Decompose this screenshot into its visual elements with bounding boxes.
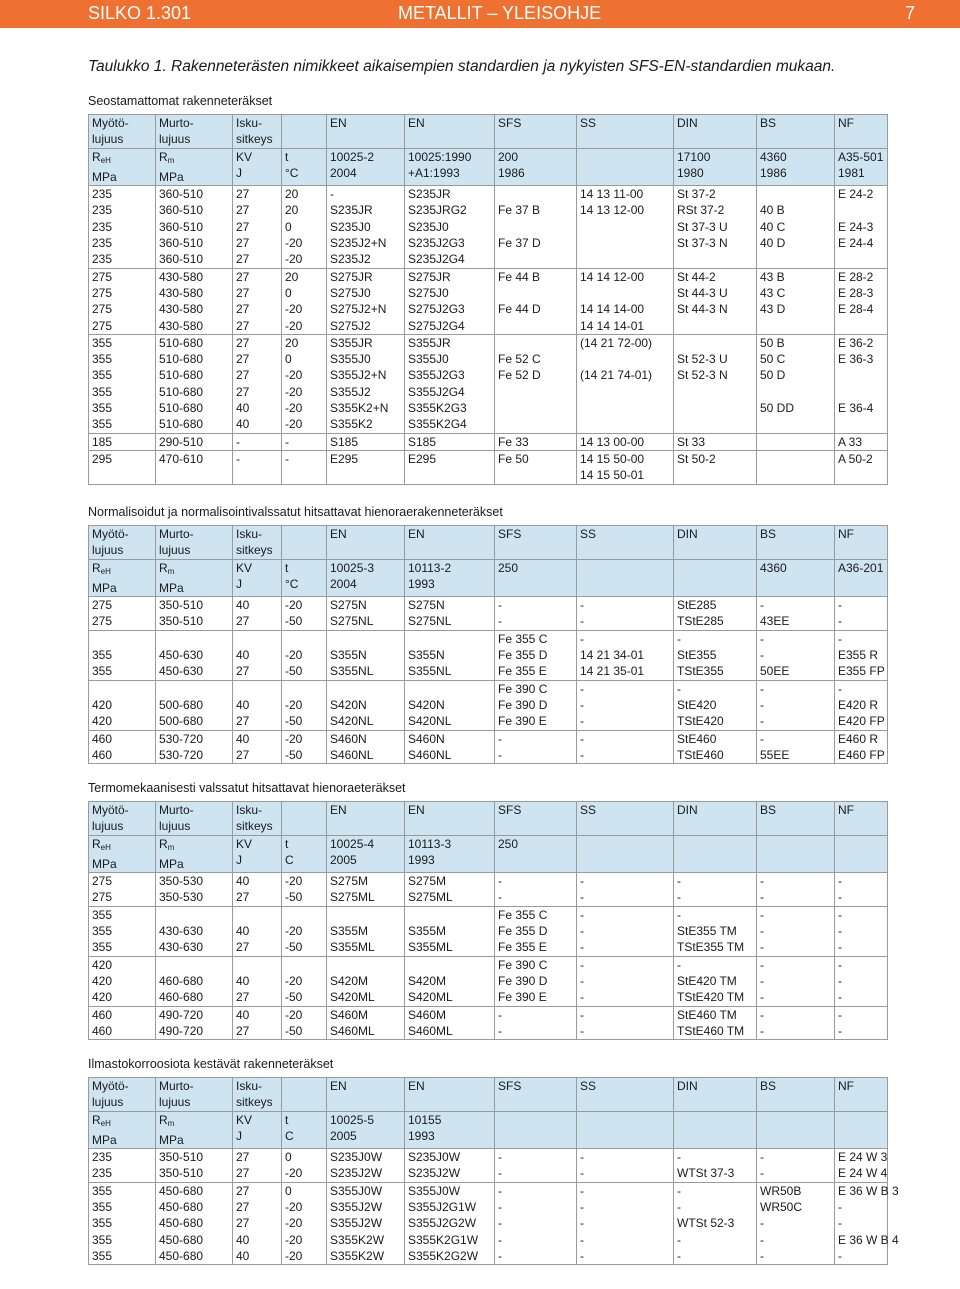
cell-tensile-strength: 530-720 530-720 <box>156 730 233 764</box>
table-row <box>89 186 888 268</box>
header-cell-yield-strength: Myötö- lujuus <box>89 115 156 149</box>
cell-ss-grade: (14 21 72-00) (14 21 74-01) <box>577 334 674 433</box>
table-header-row <box>89 802 888 836</box>
cell-en-grade: S355J0W S355J2W S355J2W S355K2W S355K2W <box>327 1182 405 1264</box>
header-cell-impact-energy: KV J <box>233 835 282 873</box>
header-cell-ss-grade: SS <box>577 1078 674 1112</box>
cell-impact-energy: 40 27 <box>233 956 282 1006</box>
header-cell-din-grade: DIN <box>674 1078 757 1112</box>
cell-tensile-strength: 430-580 430-580 430-580 430-580 <box>156 268 233 334</box>
cell-tensile-strength: 360-510 360-510 360-510 360-510 360-510 <box>156 186 233 268</box>
cell-din-grade: - StE355 TM TStE355 TM <box>674 906 757 956</box>
table-row <box>89 597 888 631</box>
cell-ss-grade: - - <box>577 1006 674 1040</box>
cell-en-old-grade: S460N S460NL <box>405 730 495 764</box>
cell-ss-grade: - - <box>577 873 674 907</box>
cell-sfs-grade: Fe 33 <box>495 433 577 450</box>
table-row <box>89 906 888 956</box>
cell-yield-strength: 235 235 235 235 235 <box>89 186 156 268</box>
cell-impact-energy: 27 27 27 40 40 <box>233 1182 282 1264</box>
page-number: 7 <box>905 3 916 23</box>
cell-nf-grade: - - <box>835 873 888 907</box>
header-cell-sfs-grade <box>495 1111 577 1149</box>
cell-nf-grade: - - - <box>835 956 888 1006</box>
header-cell-bs-grade <box>757 1111 835 1149</box>
cell-bs-grade: - - 50EE <box>757 630 835 680</box>
header-cell-ss-grade <box>577 1111 674 1149</box>
steel-grade-table <box>88 1077 899 1265</box>
header-cell-bs-grade: BS <box>757 802 835 836</box>
table-row <box>89 630 888 680</box>
header-cell-nf-grade: NF <box>835 802 888 836</box>
cell-nf-grade: A 33 <box>835 433 888 450</box>
cell-test-temp: -20 -50 <box>282 730 327 764</box>
header-cell-test-temp: t C <box>282 835 327 873</box>
header-cell-impact-energy: Isku- sitkeys <box>233 115 282 149</box>
cell-tensile-strength: 350-510 350-510 <box>156 1149 233 1183</box>
header-cell-sfs-grade: SFS <box>495 115 577 149</box>
cell-impact-energy: 40 27 <box>233 630 282 680</box>
header-cell-yield-strength: $R_{eH}$ MPa <box>89 148 156 186</box>
cell-yield-strength: 235 235 <box>89 1149 156 1183</box>
header-cell-tensile-strength: $R_m$ MPa <box>156 835 233 873</box>
header-cell-sfs-grade: SFS <box>495 802 577 836</box>
header-cell-en-grade: EN <box>327 802 405 836</box>
header-cell-tensile-strength: Murto- lujuus <box>156 526 233 560</box>
cell-test-temp: - <box>282 450 327 484</box>
header-cell-en-grade: 10025-3 2004 <box>327 559 405 597</box>
header-cell-test-temp <box>282 526 327 560</box>
cell-tensile-strength: 450-680 450-680 450-680 450-680 450-680 <box>156 1182 233 1264</box>
table-row <box>89 680 888 730</box>
header-cell-en-old-grade: EN <box>405 1078 495 1112</box>
cell-test-temp: -20 -50 <box>282 956 327 1006</box>
cell-sfs-grade: Fe 355 C Fe 355 D Fe 355 E <box>495 906 577 956</box>
cell-en-old-grade: S275N S275NL <box>405 597 495 631</box>
cell-din-grade: - - <box>674 873 757 907</box>
header-cell-en-old-grade: 10155 1993 <box>405 1111 495 1149</box>
cell-en-grade: - S235JR S235J0 S235J2+N S235J2 <box>327 186 405 268</box>
header-cell-nf-grade <box>835 835 888 873</box>
header-cell-en-grade: EN <box>327 115 405 149</box>
header-cell-bs-grade: BS <box>757 1078 835 1112</box>
cell-test-temp: -20 -50 <box>282 630 327 680</box>
header-cell-test-temp <box>282 115 327 149</box>
page-header-bar <box>0 0 960 28</box>
table-header-row <box>89 526 888 560</box>
cell-bs-grade: - - <box>757 1006 835 1040</box>
cell-en-grade: S460M S460ML <box>327 1006 405 1040</box>
cell-yield-strength: 275 275 <box>89 597 156 631</box>
cell-impact-energy: 40 27 <box>233 680 282 730</box>
cell-din-grade: - - WTSt 52-3 - - <box>674 1182 757 1264</box>
cell-sfs-grade: Fe 390 C Fe 390 D Fe 390 E <box>495 956 577 1006</box>
section-unalloyed-structural-steels <box>88 93 887 485</box>
cell-en-grade: S275M S275ML <box>327 873 405 907</box>
cell-impact-energy: 40 27 <box>233 730 282 764</box>
header-cell-en-grade: EN <box>327 526 405 560</box>
header-cell-yield-strength: $R_{eH}$ MPa <box>89 1111 156 1149</box>
cell-tensile-strength: 430-630 430-630 <box>156 906 233 956</box>
cell-sfs-grade: - - <box>495 1006 577 1040</box>
cell-ss-grade: - - - <box>577 956 674 1006</box>
table-row <box>89 1182 888 1264</box>
table-header-row <box>89 1111 888 1149</box>
header-cell-en-grade: EN <box>327 1078 405 1112</box>
section-title: Termomekaanisesti valssatut hitsattavat hienoraeteräkset <box>88 781 406 795</box>
table-row <box>89 268 888 334</box>
steel-grade-table <box>88 525 888 764</box>
cell-impact-energy: 27 27 <box>233 1149 282 1183</box>
cell-ss-grade: - - <box>577 730 674 764</box>
header-cell-en-grade: 10025-5 2005 <box>327 1111 405 1149</box>
cell-en-old-grade: S235JR S235JRG2 S235J0 S235J2G3 S235J2G4 <box>405 186 495 268</box>
table-row <box>89 956 888 1006</box>
cell-din-grade: StE460 TM TStE460 TM <box>674 1006 757 1040</box>
cell-yield-strength: 355 355 <box>89 630 156 680</box>
cell-sfs-grade: Fe 37 B Fe 37 D <box>495 186 577 268</box>
cell-test-temp: -20 -50 <box>282 680 327 730</box>
section-title: Seostamattomat rakenneteräkset <box>88 94 273 108</box>
cell-bs-grade: 43 B 43 C 43 D <box>757 268 835 334</box>
cell-test-temp: -20 -50 <box>282 906 327 956</box>
cell-tensile-strength: 460-680 460-680 <box>156 956 233 1006</box>
cell-din-grade: - StE420 TStE420 <box>674 680 757 730</box>
header-cell-din-grade <box>674 559 757 597</box>
cell-tensile-strength: 290-510 <box>156 433 233 450</box>
cell-test-temp: 0 -20 -20 -20 -20 <box>282 1182 327 1264</box>
cell-nf-grade: - - <box>835 597 888 631</box>
cell-ss-grade: - - - <box>577 680 674 730</box>
cell-nf-grade: E 24-2 E 24-3 E 24-4 <box>835 186 888 268</box>
cell-en-old-grade: E295 <box>405 450 495 484</box>
cell-sfs-grade: - - - - - <box>495 1182 577 1264</box>
cell-en-old-grade: S420M S420ML <box>405 956 495 1006</box>
cell-test-temp: 0 -20 <box>282 1149 327 1183</box>
cell-sfs-grade: Fe 44 B Fe 44 D <box>495 268 577 334</box>
header-cell-bs-grade: BS <box>757 526 835 560</box>
cell-ss-grade: 14 14 12-00 14 14 14-00 14 14 14-01 <box>577 268 674 334</box>
table-header-row <box>89 115 888 149</box>
header-cell-en-old-grade: EN <box>405 526 495 560</box>
cell-en-grade: S420M S420ML <box>327 956 405 1006</box>
cell-ss-grade: - - - - - <box>577 1182 674 1264</box>
cell-test-temp: -20 -50 <box>282 873 327 907</box>
header-cell-impact-energy: Isku- sitkeys <box>233 802 282 836</box>
table-header-row <box>89 148 888 186</box>
header-cell-ss-grade: SS <box>577 526 674 560</box>
cell-bs-grade: 40 B 40 C 40 D <box>757 186 835 268</box>
table-row <box>89 334 888 433</box>
header-cell-din-grade: DIN <box>674 526 757 560</box>
header-cell-test-temp: t C <box>282 1111 327 1149</box>
cell-yield-strength: 185 <box>89 433 156 450</box>
cell-impact-energy: 40 27 <box>233 597 282 631</box>
cell-nf-grade: E460 R E460 FP <box>835 730 888 764</box>
header-cell-nf-grade: NF <box>835 115 888 149</box>
cell-din-grade: - StE355 TStE355 <box>674 630 757 680</box>
header-cell-ss-grade: SS <box>577 115 674 149</box>
cell-impact-energy: 27 27 27 27 27 <box>233 186 282 268</box>
header-cell-sfs-grade: SFS <box>495 1078 577 1112</box>
header-cell-nf-grade <box>835 1111 888 1149</box>
section-title: Ilmastokorroosiota kestävät rakenneteräkset <box>88 1057 334 1071</box>
cell-sfs-grade: - - <box>495 873 577 907</box>
cell-bs-grade: - 43EE <box>757 597 835 631</box>
cell-tensile-strength: 350-530 350-530 <box>156 873 233 907</box>
header-cell-yield-strength: $R_{eH}$ MPa <box>89 559 156 597</box>
cell-en-old-grade: S420N S420NL <box>405 680 495 730</box>
cell-ss-grade: - - <box>577 597 674 631</box>
cell-din-grade: StE285 TStE285 <box>674 597 757 631</box>
cell-yield-strength: 355 355 355 355 355 <box>89 1182 156 1264</box>
cell-ss-grade: - - - <box>577 906 674 956</box>
header-cell-tensile-strength: $R_m$ MPa <box>156 148 233 186</box>
cell-bs-grade <box>757 433 835 450</box>
steel-grade-table <box>88 114 888 485</box>
cell-en-grade: S275N S275NL <box>327 597 405 631</box>
cell-bs-grade: - 55EE <box>757 730 835 764</box>
header-cell-tensile-strength: Murto- lujuus <box>156 115 233 149</box>
cell-sfs-grade: - - <box>495 730 577 764</box>
cell-test-temp: 20 0 -20 -20 -20 -20 <box>282 334 327 433</box>
cell-ss-grade: 14 15 50-00 14 15 50-01 <box>577 450 674 484</box>
cell-nf-grade: E 28-2 E 28-3 E 28-4 <box>835 268 888 334</box>
cell-en-old-grade: S275M S275ML <box>405 873 495 907</box>
cell-nf-grade: E 24 W 3 E 24 W 4 <box>835 1149 888 1183</box>
section-weathering-steels <box>88 1056 899 1265</box>
cell-ss-grade: 14 13 11-00 14 13 12-00 <box>577 186 674 268</box>
table-row <box>89 873 888 907</box>
cell-impact-energy: - <box>233 450 282 484</box>
cell-en-old-grade: S275JR S275J0 S275J2G3 S275J2G4 <box>405 268 495 334</box>
header-cell-ss-grade <box>577 835 674 873</box>
header-cell-test-temp <box>282 1078 327 1112</box>
cell-en-grade: S355M S355ML <box>327 906 405 956</box>
cell-impact-energy: - <box>233 433 282 450</box>
cell-en-grade: S275JR S275J0 S275J2+N S275J2 <box>327 268 405 334</box>
cell-en-grade: E295 <box>327 450 405 484</box>
cell-din-grade: - StE420 TM TStE420 TM <box>674 956 757 1006</box>
header-cell-yield-strength: Myötö- lujuus <box>89 802 156 836</box>
cell-yield-strength: 355 355 355 355 355 355 <box>89 334 156 433</box>
cell-bs-grade: 50 B 50 C 50 D 50 DD <box>757 334 835 433</box>
header-cell-din-grade: DIN <box>674 802 757 836</box>
cell-en-grade: S355N S355NL <box>327 630 405 680</box>
header-cell-test-temp: t °C <box>282 559 327 597</box>
cell-bs-grade: WR50B WR50C - - - <box>757 1182 835 1264</box>
header-cell-sfs-grade: 200 1986 <box>495 148 577 186</box>
header-cell-ss-grade <box>577 148 674 186</box>
cell-nf-grade: A 50-2 <box>835 450 888 484</box>
cell-ss-grade: - 14 21 34-01 14 21 35-01 <box>577 630 674 680</box>
cell-tensile-strength: 510-680 510-680 510-680 510-680 510-680 510-680 <box>156 334 233 433</box>
cell-nf-grade: - - <box>835 1006 888 1040</box>
header-cell-en-grade: 10025-2 2004 <box>327 148 405 186</box>
cell-yield-strength: 295 <box>89 450 156 484</box>
cell-nf-grade: - - - <box>835 906 888 956</box>
cell-en-grade: S235J0W S235J2W <box>327 1149 405 1183</box>
cell-en-grade: S185 <box>327 433 405 450</box>
header-cell-en-old-grade: 10113-3 1993 <box>405 835 495 873</box>
header-cell-din-grade: DIN <box>674 115 757 149</box>
cell-sfs-grade: - - <box>495 1149 577 1183</box>
header-cell-en-old-grade: 10025:1990 +A1:1993 <box>405 148 495 186</box>
cell-en-old-grade: S235J0W S235J2W <box>405 1149 495 1183</box>
header-cell-test-temp <box>282 802 327 836</box>
cell-en-old-grade: S185 <box>405 433 495 450</box>
header-cell-sfs-grade: 250 <box>495 835 577 873</box>
cell-din-grade: St 33 <box>674 433 757 450</box>
cell-din-grade: St 37-2 RSt 37-2 St 37-3 U St 37-3 N <box>674 186 757 268</box>
header-cell-bs-grade <box>757 835 835 873</box>
header-cell-test-temp: t °C <box>282 148 327 186</box>
cell-nf-grade: - E355 R E355 FP <box>835 630 888 680</box>
cell-sfs-grade: Fe 355 C Fe 355 D Fe 355 E <box>495 630 577 680</box>
header-cell-ss-grade: SS <box>577 802 674 836</box>
cell-ss-grade: - - <box>577 1149 674 1183</box>
header-cell-nf-grade: NF <box>835 1078 888 1112</box>
cell-tensile-strength: 500-680 500-680 <box>156 680 233 730</box>
cell-en-old-grade: S355N S355NL <box>405 630 495 680</box>
header-cell-nf-grade: A35-501 1981 <box>835 148 888 186</box>
cell-din-grade: St 52-3 U St 52-3 N <box>674 334 757 433</box>
cell-ss-grade: 14 13 00-00 <box>577 433 674 450</box>
cell-test-temp: -20 -50 <box>282 1006 327 1040</box>
header-cell-en-old-grade: EN <box>405 802 495 836</box>
cell-bs-grade: - - - <box>757 956 835 1006</box>
cell-en-old-grade: S355M S355ML <box>405 906 495 956</box>
header-cell-sfs-grade: 250 <box>495 559 577 597</box>
cell-bs-grade: - - - <box>757 906 835 956</box>
header-cell-impact-energy: KV J <box>233 1111 282 1149</box>
cell-en-old-grade: S355J0W S355J2G1W S355J2G2W S355K2G1W S355K2G2W <box>405 1182 495 1264</box>
table-header-row <box>89 559 888 597</box>
cell-impact-energy: 40 27 <box>233 1006 282 1040</box>
cell-en-old-grade: S460M S460ML <box>405 1006 495 1040</box>
header-cell-din-grade: 17100 1980 <box>674 148 757 186</box>
table-row <box>89 730 888 764</box>
header-cell-ss-grade <box>577 559 674 597</box>
header-cell-nf-grade: A36-201 <box>835 559 888 597</box>
cell-bs-grade: - - - <box>757 680 835 730</box>
cell-bs-grade <box>757 450 835 484</box>
cell-test-temp: 20 20 0 -20 -20 <box>282 186 327 268</box>
cell-en-grade: S420N S420NL <box>327 680 405 730</box>
header-cell-din-grade <box>674 835 757 873</box>
cell-tensile-strength: 450-630 450-630 <box>156 630 233 680</box>
cell-din-grade: - WTSt 37-3 <box>674 1149 757 1183</box>
header-cell-tensile-strength: Murto- lujuus <box>156 802 233 836</box>
cell-nf-grade: E 36 W B 3 - - E 36 W B 4 - <box>835 1182 888 1264</box>
header-cell-bs-grade: 4360 <box>757 559 835 597</box>
cell-impact-energy: 27 27 27 27 <box>233 268 282 334</box>
cell-din-grade: St 50-2 <box>674 450 757 484</box>
cell-yield-strength: 275 275 275 275 <box>89 268 156 334</box>
cell-tensile-strength: 350-510 350-510 <box>156 597 233 631</box>
table-row <box>89 1006 888 1040</box>
cell-nf-grade: E 36-2 E 36-3 E 36-4 <box>835 334 888 433</box>
header-cell-en-old-grade: 10113-2 1993 <box>405 559 495 597</box>
cell-test-temp: - <box>282 433 327 450</box>
table-row <box>89 1149 888 1183</box>
table-row <box>89 450 888 484</box>
steel-grade-table <box>88 801 888 1040</box>
header-cell-yield-strength: $R_{eH}$ MPa <box>89 835 156 873</box>
cell-impact-energy: 27 27 27 27 40 40 <box>233 334 282 433</box>
cell-yield-strength: 275 275 <box>89 873 156 907</box>
cell-sfs-grade: Fe 390 C Fe 390 D Fe 390 E <box>495 680 577 730</box>
header-cell-yield-strength: Myötö- lujuus <box>89 1078 156 1112</box>
cell-test-temp: -20 -50 <box>282 597 327 631</box>
header-cell-bs-grade: 4360 1986 <box>757 148 835 186</box>
section-normalised-fine-grain-steels <box>88 504 887 764</box>
cell-impact-energy: 40 27 <box>233 906 282 956</box>
header-cell-en-old-grade: EN <box>405 115 495 149</box>
header-cell-yield-strength: Myötö- lujuus <box>89 526 156 560</box>
document-code: SILKO 1.301 <box>88 3 192 23</box>
cell-bs-grade: - - <box>757 873 835 907</box>
table-header-row <box>89 1078 888 1112</box>
cell-yield-strength: 355 355 355 <box>89 906 156 956</box>
cell-yield-strength: 420 420 420 <box>89 956 156 1006</box>
cell-yield-strength: 460 460 <box>89 1006 156 1040</box>
table-header-row <box>89 835 888 873</box>
cell-impact-energy: 40 27 <box>233 873 282 907</box>
cell-yield-strength: 460 460 <box>89 730 156 764</box>
header-cell-tensile-strength: $R_m$ MPa <box>156 1111 233 1149</box>
cell-tensile-strength: 470-610 <box>156 450 233 484</box>
header-cell-impact-energy: Isku- sitkeys <box>233 1078 282 1112</box>
header-cell-impact-energy: Isku- sitkeys <box>233 526 282 560</box>
table-row <box>89 433 888 450</box>
cell-en-old-grade: S355JR S355J0 S355J2G3 S355J2G4 S355K2G3 S355K2G4 <box>405 334 495 433</box>
cell-bs-grade: - - <box>757 1149 835 1183</box>
section-title: Normalisoidut ja normalisointivalssatut hitsattavat hienoraerakenneteräkset <box>88 505 503 519</box>
cell-sfs-grade: - - <box>495 597 577 631</box>
header-cell-tensile-strength: Murto- lujuus <box>156 1078 233 1112</box>
cell-sfs-grade: Fe 52 C Fe 52 D <box>495 334 577 433</box>
header-cell-sfs-grade: SFS <box>495 526 577 560</box>
document-title: METALLIT – YLEISOHJE <box>398 3 602 23</box>
header-cell-din-grade <box>674 1111 757 1149</box>
section-thermomechanical-fine-grain-steels <box>88 780 887 1040</box>
cell-din-grade: St 44-2 St 44-3 U St 44-3 N <box>674 268 757 334</box>
header-cell-en-grade: 10025-4 2005 <box>327 835 405 873</box>
header-cell-bs-grade: BS <box>757 115 835 149</box>
header-cell-impact-energy: KV J <box>233 148 282 186</box>
header-cell-nf-grade: NF <box>835 526 888 560</box>
cell-din-grade: StE460 TStE460 <box>674 730 757 764</box>
cell-yield-strength: 420 420 <box>89 680 156 730</box>
header-cell-tensile-strength: $R_m$ MPa <box>156 559 233 597</box>
cell-en-grade: S355JR S355J0 S355J2+N S355J2 S355K2+N S355K2 <box>327 334 405 433</box>
cell-tensile-strength: 490-720 490-720 <box>156 1006 233 1040</box>
cell-sfs-grade: Fe 50 <box>495 450 577 484</box>
header-cell-impact-energy: KV J <box>233 559 282 597</box>
cell-nf-grade: - E420 R E420 FP <box>835 680 888 730</box>
cell-en-grade: S460N S460NL <box>327 730 405 764</box>
table-caption: Taulukko 1. Rakenneterästen nimikkeet aikaisempien standardien ja nykyisten SFS-EN-standardien mukaan. <box>88 58 836 75</box>
cell-test-temp: 20 0 -20 -20 <box>282 268 327 334</box>
